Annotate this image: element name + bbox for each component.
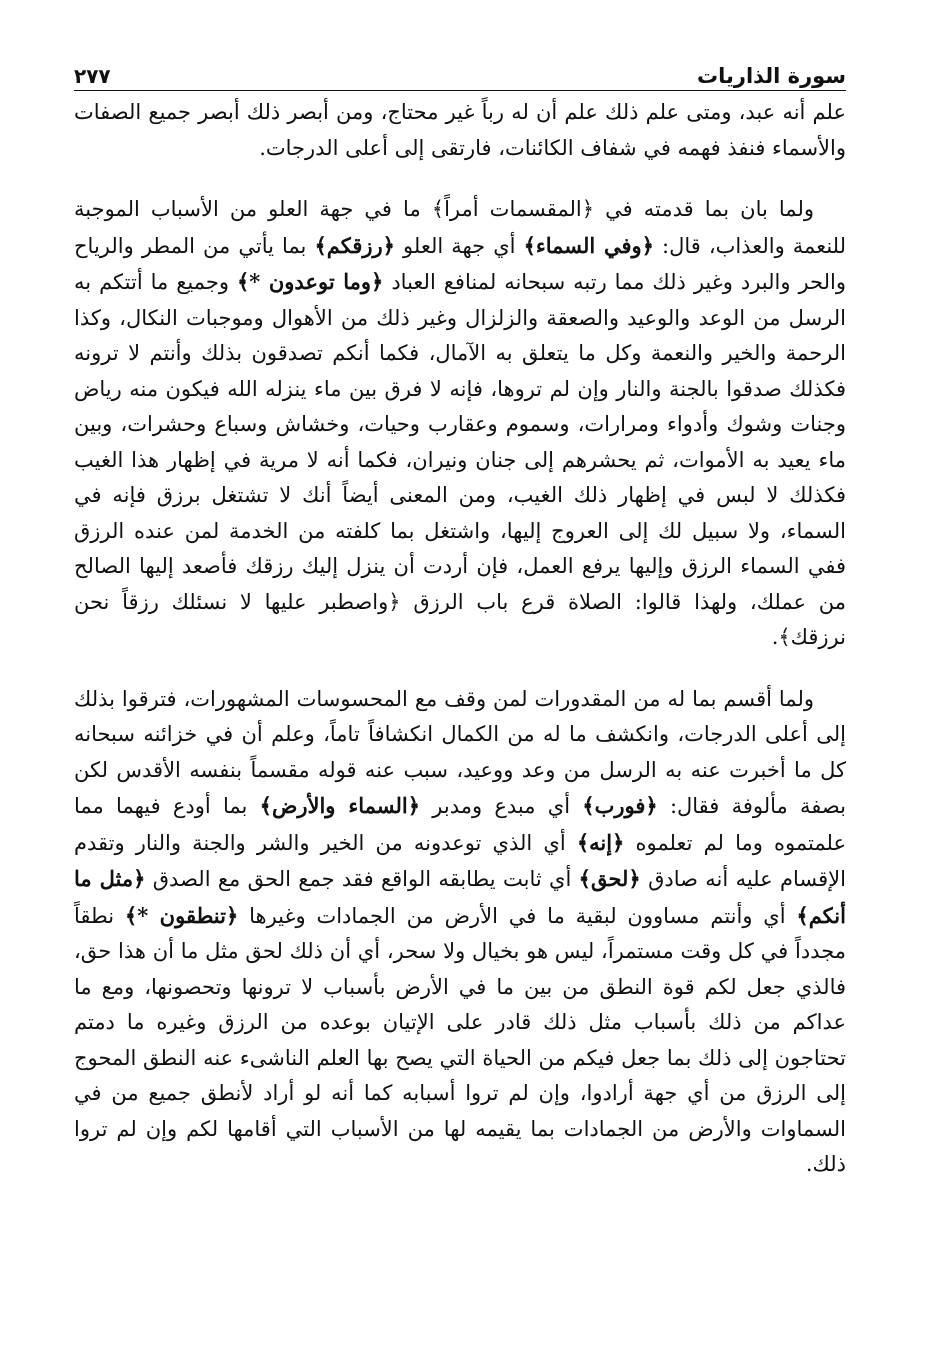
text-segment: بما أودع فيهما مما علمتموه وما لم تعلموه (74, 794, 846, 855)
quran-verse: ﴿مثل ما أنكم﴾ (74, 866, 846, 928)
surah-title: سورة الذاريات (697, 64, 846, 88)
quran-quote: ﴿واصطبر عليها لا نسئلك رزقاً نحن نرزقك﴾ (74, 589, 846, 649)
text-segment: . (771, 625, 779, 649)
text-segment: أي ثابت يطابقه الواقع فقد جمع الحق مع الصدق (145, 867, 579, 891)
text-segment: ولما أقسم بما له من المقدورات لمن وقف مع المحسوسات المشهورات، فترقوا بذلك إلى أعلى الدرجات، وانكشف ما له من الكمال انكشافاً تاماً، وعلم أن في خزائنه سبحانه كل ما أخبرت عنه به الرسل من وعد ووعيد، سبب عنه قوله مقسماً بنفسه الأقدس لكن بصفة مألوفة فقال: (74, 686, 846, 818)
text-segment: نطقاً مجدداً في كل وقت مستمراً، ليس هو بخيال ولا سحر، أي أن ذلك لحق مثل ما أن هذا حق، فالذي جعل لكم قوة النطق من بين ما في الأرض بأسباب لا ترونها وتحصونها، ومع ما عداكم من ذلك بأسباب مثل ذلك قادر على الإتيان بوعده من الرزق وغيره ما دمتم تحتاجون إلى ذلك بما جعل فيكم من الحياة التي يصح بها العلم الناشىء عنه النطق المحوج إلى الرزق من أي جهة أرادوا، وإن لم تروا أسبابه كما أنه لو أراد لأنطق جميع من في السماوات والأرض من الجمادات بما يقيمه لها من الأسباب التي أقامها لكم وإن لم تروا ذلك. (74, 903, 847, 1176)
text-segment: وجميع ما أتتكم به الرسل من الوعد والوعيد والصعقة والزلزال وغير ذلك من الأهوال وموجبات النكال، وكذا الرحمة والخير والنعمة وكل ما يتعلق به الآمال، فكما أنكم تصدقون بذلك وأنتم لا ترونه فكذلك صدقوا بالجنة والنار وإن لم تروها، فإنه لا فرق بين ماء ينزله الله فيكون منه رياض وجنات وشوك وأدواء ومرارات، وسموم وعقارب وحيات، وخشاش وسباع وحشرات، وبين ماء يعيد به الأموات، ثم يحشرهم إلى جنان ونيران، فكما أنه لا مرية في إظهار هذا الغيب فكذلك لا لبس في إظهار ذلك الغيب، ومن المعنى أيضاً أنك لا تشتغل برزق فإنه في السماء، ولا سبيل لك إلى العروج إليها، واشتغل بما كلفته من الخدمة لمن عنده الرزق ففي السماء الرزق وإليها يرفع العمل، فإن أردت أن ينزل إليك رزقك فأصعد إليها الصالح من عملك، ولهذا قالوا: الصلاة قرع باب الرزق (74, 270, 846, 614)
text-segment: أي الذي توعدونه من الخير والشر والجنة والنار وتقدم الإقسام عليه أنه صادق (74, 830, 846, 891)
text-segment: ولما بان بما قدمته في (594, 197, 814, 221)
book-page (74, 58, 846, 1183)
quran-quote: ﴿المقسمات أمراً﴾ (431, 197, 595, 221)
page-number: ٢٧٧ (74, 64, 111, 88)
quran-verse: ﴿السماء والأرض﴾ (259, 793, 421, 818)
quran-verse: ﴿وما توعدون *﴾ (236, 269, 384, 294)
quran-verse: ﴿إنه﴾ (576, 829, 625, 855)
paragraph-2 (74, 192, 846, 656)
text-segment: بما يأتي من المطر والرياح والحر والبرد وغير ذلك مما رتبه سبحانه لمنافع العباد (74, 233, 846, 294)
page-header (74, 58, 846, 91)
quran-verse: ﴿وفي السماء﴾ (523, 232, 654, 258)
text-segment: أي وأنتم مساوون لبقية ما في الأرض من الجمادات وغيرها (238, 903, 797, 928)
text-segment: أي مبدع ومدبر (420, 794, 583, 818)
quran-verse: ﴿فورب﴾ (582, 793, 658, 818)
quran-verse: ﴿لحق﴾ (578, 866, 641, 891)
text-segment: أي جهة العلو (394, 233, 524, 258)
paragraph-3 (74, 682, 846, 1183)
quran-verse: ﴿تنطقون *﴾ (124, 902, 239, 928)
paragraph-1 (74, 95, 846, 166)
quran-verse: ﴿رزقكم﴾ (314, 232, 395, 258)
text-segment: ما في جهة العلو من الأسباب الموجبة للنعمة والعذاب، قال: (74, 197, 847, 258)
text-segment: علم أنه عبد، ومتى علم ذلك علم أن له رباً غير محتاج، ومن أبصر ذلك أبصر جميع الصفات والأسماء فنفذ فهمه في شفاف الكائنات، فارتقى إلى أعلى الدرجات. (74, 100, 846, 160)
